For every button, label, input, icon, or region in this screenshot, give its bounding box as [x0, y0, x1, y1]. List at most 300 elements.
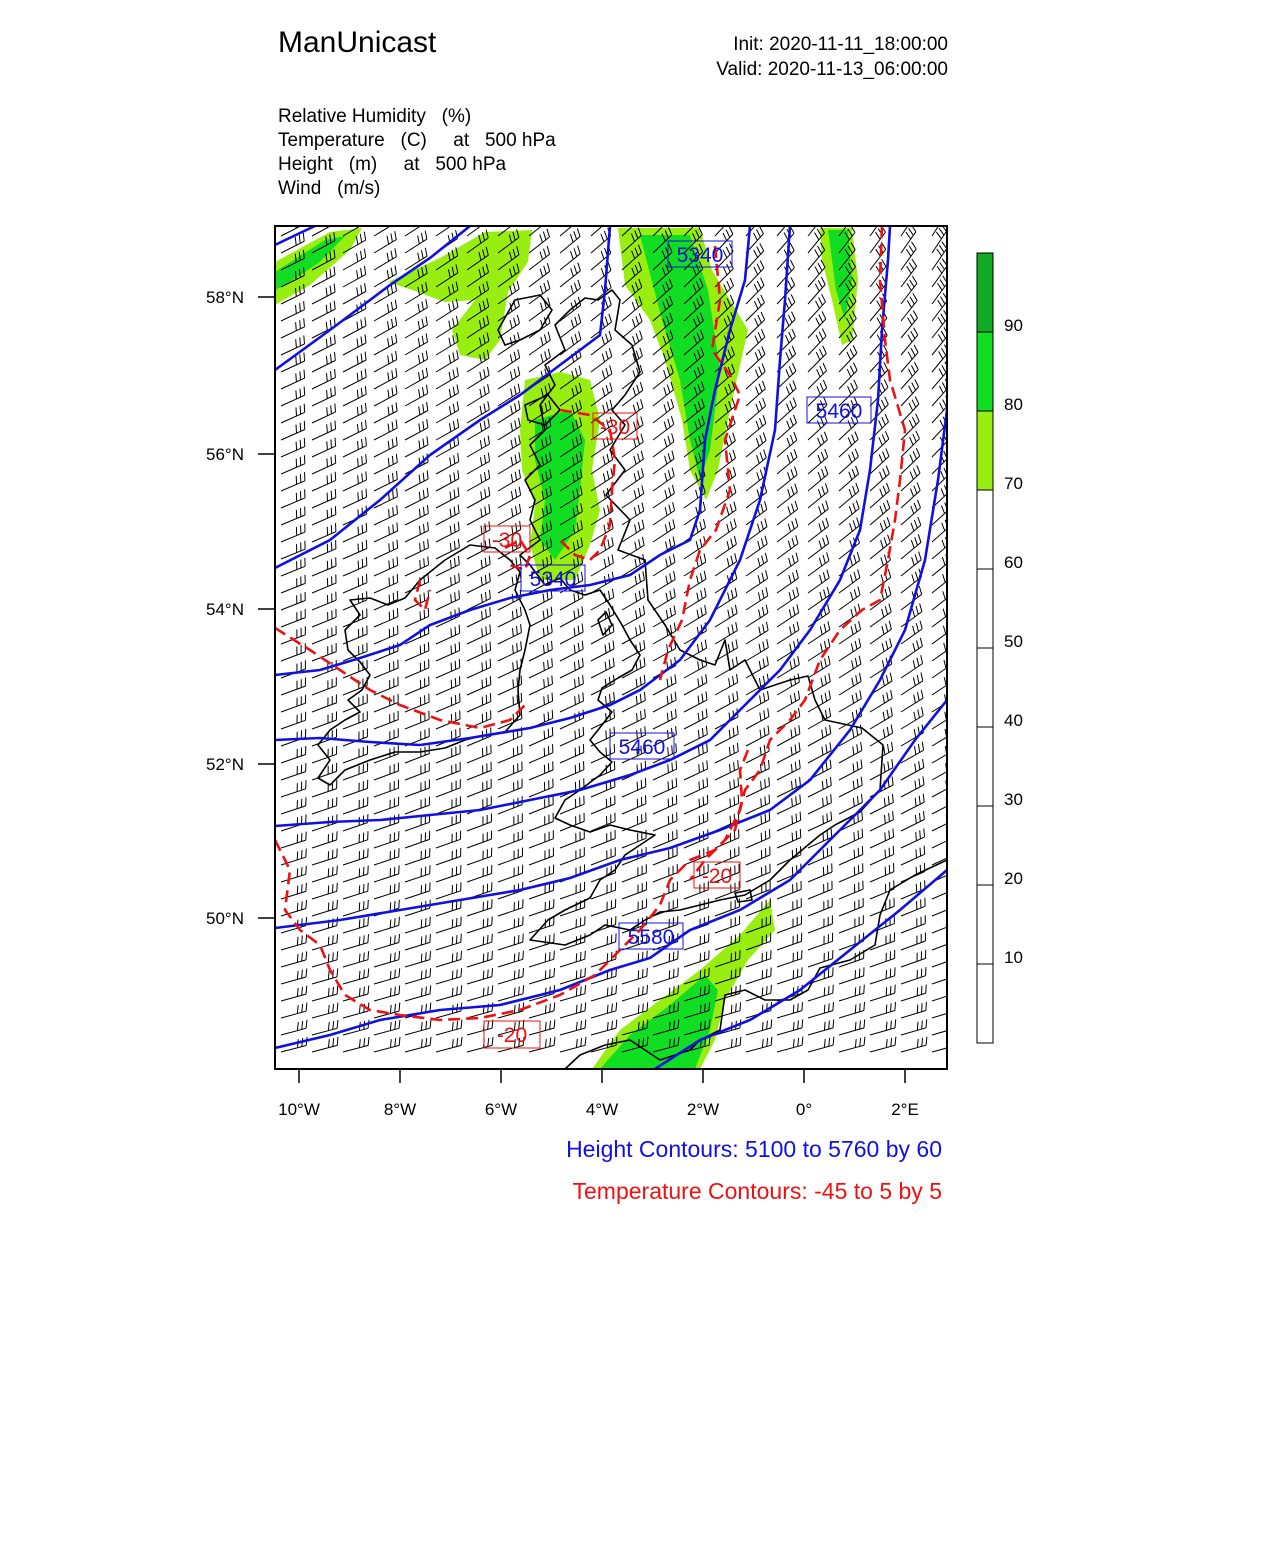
wind-barb	[901, 811, 924, 831]
wind-barb	[374, 1037, 400, 1052]
wind-barb	[405, 882, 430, 899]
wind-barb	[436, 367, 458, 389]
wind-barb	[560, 280, 581, 304]
longitude-axis	[299, 1069, 905, 1083]
wind-barb	[839, 449, 858, 474]
colorbar-label: 90	[1004, 316, 1023, 335]
wind-barb	[436, 573, 459, 593]
wind-barb	[467, 504, 490, 525]
wind-barb	[808, 363, 827, 389]
height-contours-note: Height Contours: 5100 to 5760 by 60	[566, 1136, 942, 1162]
wind-barb	[653, 812, 677, 831]
wind-barb	[467, 899, 492, 916]
wind-barb	[870, 829, 894, 849]
wind-barb	[467, 813, 491, 831]
wind-barb	[777, 829, 801, 848]
wind-barb	[498, 779, 522, 797]
longitude-label: 2°E	[891, 1100, 919, 1119]
wind-barb	[436, 385, 459, 407]
wind-barb	[374, 523, 398, 543]
height-label: 5340	[676, 244, 724, 267]
wind-barb	[808, 449, 828, 474]
longitude-label: 6°W	[484, 1100, 518, 1119]
wind-barb	[529, 1037, 555, 1052]
wind-barb	[777, 846, 801, 865]
wind-barb	[405, 419, 428, 440]
wind-barb	[498, 934, 523, 950]
colorbar-label: 30	[1004, 790, 1023, 809]
wind-barb	[312, 301, 335, 321]
wind-barb	[901, 328, 918, 355]
wind-barb	[808, 483, 828, 508]
wind-barb	[777, 415, 797, 440]
wind-barb	[281, 900, 307, 916]
wind-barb	[901, 1037, 927, 1052]
wind-barb	[808, 794, 831, 814]
wind-barb	[746, 1019, 772, 1035]
wind-barb	[281, 797, 306, 814]
wind-barb	[808, 466, 828, 491]
wind-barb	[374, 454, 397, 474]
wind-barb	[808, 311, 826, 338]
wind-barb	[374, 797, 399, 814]
wind-barb	[901, 759, 924, 780]
wind-barb	[901, 776, 924, 797]
wind-barb	[808, 1019, 834, 1035]
wind-barb	[281, 780, 306, 797]
wind-barb	[467, 470, 490, 491]
wind-barb	[591, 365, 612, 389]
wind-barb	[374, 300, 397, 321]
temperature-contour-line	[275, 745, 750, 1020]
latitude-label: 58°N	[206, 288, 244, 307]
wind-barb	[374, 848, 399, 865]
wind-barb	[374, 831, 399, 848]
wind-barb	[498, 830, 522, 848]
wind-barb	[498, 641, 522, 661]
temperature-label: -30	[491, 529, 523, 552]
wind-barb	[312, 917, 338, 933]
wind-barb	[932, 293, 948, 321]
wind-barb	[901, 448, 920, 474]
wind-barb	[839, 1002, 865, 1018]
wind-barb	[281, 1003, 307, 1018]
wind-barb	[467, 762, 491, 780]
wind-barb	[467, 624, 491, 644]
wind-barb	[808, 985, 833, 1001]
wind-barb	[343, 266, 366, 287]
wind-barb	[436, 505, 459, 525]
wind-barb	[932, 776, 955, 797]
wind-barb	[343, 454, 367, 474]
wind-barb	[374, 883, 399, 900]
wind-barb	[467, 831, 492, 848]
wind-barb	[281, 592, 305, 610]
wind-barb	[529, 865, 554, 882]
wind-barb	[777, 501, 798, 525]
wind-barb	[653, 830, 677, 848]
wind-barb	[777, 312, 795, 338]
wind-barb	[343, 506, 367, 525]
wind-barb	[560, 951, 585, 967]
wind-barb	[343, 574, 367, 593]
wind-barb	[684, 709, 707, 729]
wind-barb	[777, 985, 802, 1001]
wind-barb	[901, 1002, 926, 1018]
wind-barb	[405, 762, 429, 780]
wind-barb	[808, 535, 829, 559]
wind-barb	[839, 500, 859, 525]
wind-barb	[312, 883, 337, 899]
wind-barb	[777, 673, 799, 695]
wind-barb	[591, 933, 616, 950]
wind-barb	[498, 985, 524, 1001]
colorbar-box	[977, 569, 993, 648]
wind-barb	[467, 693, 491, 712]
colorbar-label: 70	[1004, 474, 1023, 493]
wind-barb	[498, 865, 523, 882]
wind-barb	[467, 1020, 493, 1035]
wind-barb	[343, 728, 367, 746]
wind-barb	[436, 676, 460, 695]
wind-barb	[405, 951, 431, 967]
wind-barb	[591, 1020, 617, 1035]
wind-barb	[777, 743, 800, 764]
field-temperature: Temperature (C) at 500 hPa	[278, 130, 556, 151]
wind-barb	[901, 517, 921, 542]
wind-barb	[498, 624, 521, 644]
wind-barb	[498, 470, 521, 492]
wind-barb	[684, 899, 709, 917]
wind-barb	[529, 761, 553, 780]
wind-barb	[591, 675, 614, 695]
wind-barb	[498, 951, 523, 967]
wind-barb	[498, 916, 523, 933]
wind-barb	[529, 830, 553, 848]
wind-barb	[839, 466, 859, 491]
wind-barb	[312, 1003, 338, 1018]
wind-barb	[498, 555, 521, 576]
wind-barb	[715, 743, 738, 763]
wind-barb	[560, 246, 580, 270]
wind-barb	[777, 484, 797, 508]
wind-barb	[343, 831, 368, 848]
wind-barb	[808, 898, 832, 916]
wind-barb	[622, 692, 645, 712]
wind-barb	[901, 915, 925, 933]
wind-barb	[777, 398, 796, 423]
wind-barb	[343, 352, 366, 372]
wind-barb	[932, 811, 955, 831]
wind-barb	[436, 1020, 462, 1035]
wind-barb	[932, 327, 948, 355]
longitude-label: 0°	[795, 1100, 813, 1119]
wind-barb	[746, 864, 770, 882]
wind-barb	[343, 934, 369, 950]
wind-barb	[870, 242, 886, 270]
wind-barb	[560, 589, 583, 610]
wind-barb	[405, 865, 430, 882]
wind-barb	[839, 863, 863, 882]
wind-barb	[653, 709, 676, 729]
wind-barb	[281, 387, 305, 406]
wind-barb	[560, 727, 584, 746]
wind-barb	[312, 386, 335, 406]
wind-barb	[281, 438, 305, 457]
wind-barb	[839, 915, 863, 933]
wind-barb	[281, 421, 305, 440]
wind-barb	[281, 746, 306, 763]
wind-barb	[777, 1037, 803, 1052]
wind-barb	[374, 711, 398, 729]
wind-barb	[808, 881, 832, 899]
wind-barb	[436, 779, 460, 797]
wind-barb	[498, 607, 521, 627]
wind-barb	[746, 261, 764, 288]
wind-barb	[467, 659, 491, 678]
wind-barb	[932, 1037, 958, 1052]
wind-barb	[467, 951, 492, 967]
wind-barb	[746, 278, 764, 304]
wind-barb	[808, 708, 831, 729]
wind-barb	[405, 316, 427, 338]
wind-barb	[343, 420, 366, 440]
wind-barb	[405, 214, 427, 236]
wind-barb	[870, 552, 891, 576]
wind-barb	[343, 986, 369, 1002]
init-time: Init: 2020-11-11_18:00:00	[733, 34, 948, 55]
wind-barb	[436, 402, 459, 423]
wind-barb	[684, 691, 707, 712]
wind-barb	[653, 588, 675, 610]
wind-barb	[777, 380, 796, 406]
wind-barb	[746, 364, 765, 389]
wind-barb	[436, 1037, 462, 1052]
wind-barb	[467, 779, 491, 797]
wind-barb	[312, 746, 337, 763]
wind-barb	[405, 779, 429, 797]
wind-barb	[467, 539, 490, 559]
wind-barb	[591, 658, 614, 678]
wind-barb	[808, 329, 826, 356]
wind-barb	[901, 362, 918, 389]
wind-barb	[622, 778, 646, 797]
wind-barb	[746, 312, 765, 338]
wind-barb	[529, 246, 550, 270]
wind-barb	[343, 403, 366, 423]
wind-barb	[281, 969, 307, 985]
wind-barb	[932, 242, 947, 270]
wind-barb	[405, 334, 428, 356]
wind-barb	[777, 226, 794, 253]
wind-barb	[560, 1002, 586, 1018]
wind-barb	[901, 967, 926, 984]
wind-barb	[343, 369, 366, 389]
wind-barb	[374, 814, 399, 831]
wind-barb	[312, 900, 337, 916]
wind-barb	[560, 692, 584, 712]
wind-barb	[777, 449, 797, 474]
wind-barb	[560, 847, 584, 865]
wind-barb	[467, 676, 491, 695]
wind-barb	[901, 345, 918, 372]
wind-barb	[281, 455, 305, 474]
wind-barb	[839, 846, 863, 865]
wind-barb	[932, 898, 956, 916]
wind-barb	[405, 436, 428, 457]
temperature-contours-note: Temperature Contours: -45 to 5 by 5	[572, 1178, 942, 1204]
wind-barb	[405, 831, 430, 848]
wind-barb	[374, 540, 398, 559]
height-label: 5460	[815, 400, 863, 423]
wind-barb	[467, 642, 491, 661]
wind-barb	[901, 225, 916, 253]
wind-barb	[374, 917, 399, 933]
colorbar-box	[977, 885, 993, 964]
wind-barb	[281, 472, 305, 491]
wind-barb	[312, 369, 335, 389]
wind-barb	[870, 466, 889, 491]
wind-barb	[746, 450, 766, 474]
wind-barb	[622, 623, 645, 644]
wind-barb	[870, 707, 892, 729]
wind-barb	[343, 1037, 369, 1052]
wind-barb	[529, 968, 555, 984]
wind-barb	[281, 934, 307, 950]
wind-barb	[932, 742, 955, 764]
wind-barb	[591, 348, 612, 372]
wind-barb	[529, 744, 553, 763]
wind-barb	[715, 708, 738, 729]
wind-barb	[839, 742, 862, 763]
wind-barb	[498, 744, 522, 763]
wind-barb	[436, 951, 462, 967]
wind-barb	[343, 951, 369, 967]
wind-barb	[343, 900, 368, 916]
wind-barb	[467, 436, 490, 457]
wind-barb	[870, 898, 894, 916]
wind-barb	[746, 415, 766, 440]
wind-barb	[901, 534, 921, 559]
wind-barb	[281, 866, 306, 882]
wind-barb	[901, 483, 920, 508]
wind-barb	[777, 916, 802, 934]
wind-barb	[715, 674, 738, 695]
wind-barb	[281, 541, 305, 559]
wind-barb	[560, 916, 585, 933]
temperature-label: -20	[701, 865, 733, 888]
wind-barb	[932, 759, 955, 780]
wind-barb	[343, 334, 366, 355]
wind-barb	[932, 950, 957, 967]
wind-barb	[653, 761, 677, 780]
wind-barb	[374, 317, 397, 338]
wind-barb	[312, 694, 336, 712]
wind-barb	[560, 228, 580, 253]
wind-barb	[343, 780, 368, 797]
wind-barb	[901, 985, 926, 1001]
wind-barb	[312, 403, 336, 423]
wind-barb	[343, 489, 367, 508]
wind-barb	[808, 933, 833, 950]
wind-barb	[374, 968, 400, 984]
wind-barb	[405, 368, 428, 389]
longitude-label: 4°W	[585, 1100, 619, 1119]
wind-barb	[374, 625, 398, 644]
wind-barb	[312, 438, 336, 457]
wind-barb	[901, 293, 917, 321]
wind-barb	[839, 363, 857, 389]
wind-barb	[622, 795, 646, 814]
wind-barb	[343, 694, 367, 712]
wind-barb	[312, 557, 336, 576]
wind-barb	[622, 968, 647, 984]
wind-barb	[622, 709, 645, 729]
wind-barb	[901, 397, 919, 424]
wind-barb	[529, 624, 552, 644]
wind-barb	[374, 660, 398, 678]
wind-barb	[281, 404, 305, 423]
wind-barb	[281, 986, 307, 1001]
wind-barb	[901, 242, 916, 270]
wind-barb	[405, 1037, 431, 1052]
valid-time: Valid: 2020-11-13_06:00:00	[716, 59, 948, 80]
wind-barb	[808, 346, 826, 372]
wind-barb	[622, 313, 642, 338]
wind-barb	[281, 832, 306, 848]
wind-barb	[653, 382, 673, 406]
wind-barb	[901, 933, 925, 951]
wind-barb	[312, 489, 336, 508]
wind-barb	[312, 986, 338, 1002]
wind-barb	[281, 951, 307, 967]
colorbar-label: 10	[1004, 948, 1023, 967]
wind-barb	[560, 641, 583, 661]
wind-barb	[901, 880, 925, 899]
wind-barb	[374, 608, 398, 627]
wind-barb	[901, 208, 916, 237]
wind-barb	[405, 505, 428, 525]
wind-barb	[777, 777, 800, 797]
wind-barb	[529, 1020, 555, 1035]
wind-barb	[715, 778, 739, 798]
wind-barb	[808, 552, 829, 576]
colorbar-box	[977, 411, 993, 490]
wind-barb	[808, 432, 827, 457]
wind-barb	[746, 346, 765, 372]
height-label: 5340	[529, 568, 577, 591]
wind-barb	[932, 207, 946, 236]
wind-barb	[405, 659, 429, 678]
wind-barb	[560, 796, 584, 814]
wind-barb	[436, 659, 460, 678]
wind-barb	[281, 643, 305, 661]
wind-barb	[343, 557, 367, 576]
wind-barb	[932, 828, 955, 848]
wind-barb	[498, 899, 523, 916]
wind-barb	[932, 603, 953, 627]
wind-barb	[281, 763, 306, 780]
wind-barb	[839, 483, 859, 508]
wind-barb	[777, 881, 801, 899]
wind-barb	[839, 432, 858, 458]
wind-barb	[405, 745, 429, 763]
wind-barb	[436, 470, 459, 491]
wind-barb	[808, 277, 825, 304]
wind-barb	[932, 310, 948, 338]
wind-barb	[312, 712, 337, 730]
colorbar-box	[977, 490, 993, 569]
